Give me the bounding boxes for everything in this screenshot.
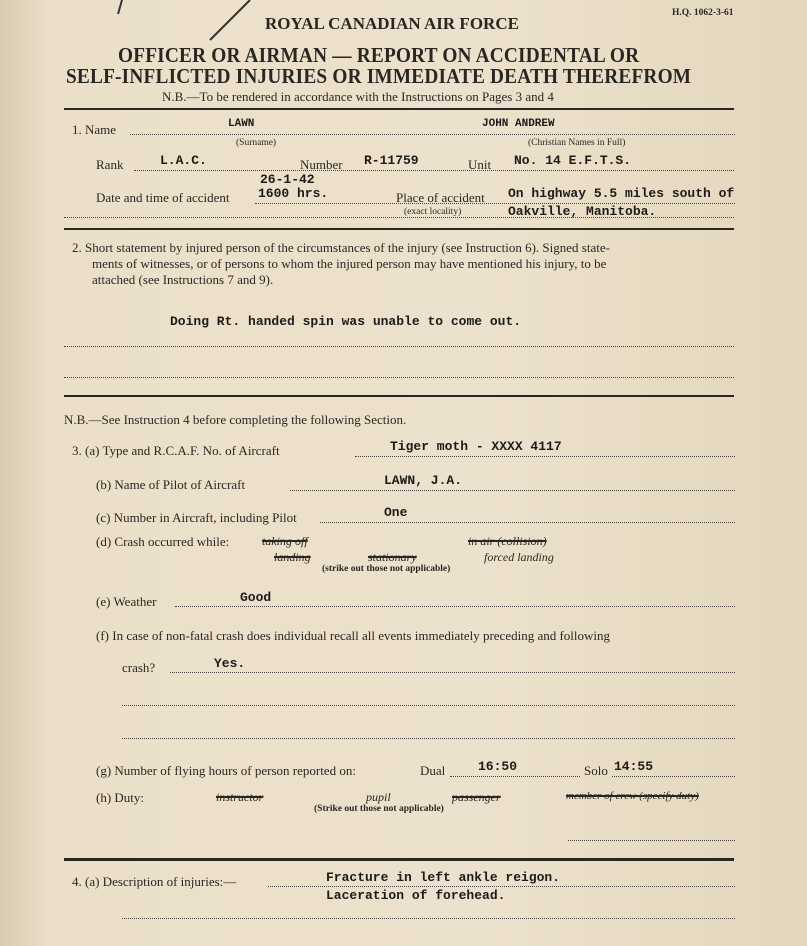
section-2-text-1: 2. Short statement by injured person of the circumstances of the injury (see Instruction 6). Signed state- — [72, 240, 610, 255]
strike-out-caption: (strike out those not applicable) — [322, 564, 451, 574]
crash-label: crash? — [122, 660, 156, 675]
aircraft-type-value: Tiger moth - XXXX 4117 — [390, 439, 562, 454]
christian-names-value: JOHN ANDREW — [482, 118, 555, 130]
section-3-note: N.B.—See Instruction 4 before completing the following Section. — [64, 412, 407, 427]
rank-label: Rank — [96, 157, 124, 172]
duty-passenger: passenger — [452, 790, 501, 804]
pilot-name-label: (b) Name of Pilot of Aircraft — [96, 477, 246, 492]
service-number-value: R-11759 — [364, 153, 419, 168]
option-forced-landing: forced landing — [484, 550, 554, 564]
accident-time-value: 1600 hrs. — [258, 186, 329, 201]
accident-date-value: 26-1-42 — [260, 172, 315, 187]
option-in-air: in air (collision) — [468, 534, 547, 548]
surname-caption: (Surname) — [236, 138, 277, 148]
place-value-line2: Oakville, Manitoba. — [508, 204, 657, 219]
rank-value: L.A.C. — [160, 153, 207, 168]
dual-hours-value: 16:50 — [478, 759, 518, 774]
surname-value: LAWN — [228, 118, 255, 130]
form-title-2: SELF-INFLICTED INJURIES OR IMMEDIATE DEATH THEREFROM — [66, 64, 692, 88]
duty-pupil: pupil — [366, 790, 391, 804]
solo-label: Solo — [584, 763, 608, 778]
number-label: Number — [300, 157, 343, 172]
number-in-aircraft-label: (c) Number in Aircraft, including Pilot — [96, 510, 297, 525]
option-landing: landing — [274, 550, 311, 564]
injuries-label: 4. (a) Description of injuries:— — [72, 874, 237, 889]
dual-label: Dual — [420, 763, 446, 778]
duty-crew: member of crew (specify duty) — [566, 790, 699, 802]
unit-value: No. 14 E.F.T.S. — [514, 153, 632, 168]
instructions-note: N.B.—To be rendered in accordance with the Instructions on Pages 3 and 4 — [162, 89, 554, 104]
option-taking-off: taking off — [262, 534, 308, 548]
section-2-text-2: ments of witnesses, or of persons to whom the injured person may have mentioned his injury, to be — [92, 256, 607, 271]
pilot-name-value: LAWN, J.A. — [384, 473, 463, 488]
injury-description-1: Fracture in left ankle reigon. — [326, 870, 561, 885]
duty-instructor: instructor — [216, 790, 264, 804]
recall-question: (f) In case of non-fatal crash does individual recall all events immediately preceding and following — [96, 628, 611, 643]
injury-statement-value: Doing Rt. handed spin was unable to come out. — [170, 314, 522, 329]
name-label: Name — [85, 122, 117, 137]
section-1-number: 1. — [72, 122, 82, 137]
place-caption: (exact locality) — [404, 207, 462, 217]
option-stationary: stationary — [368, 550, 417, 564]
flying-hours-label: (g) Number of flying hours of person reported on: — [96, 763, 356, 778]
weather-value: Good — [240, 590, 272, 605]
number-in-aircraft-value: One — [384, 505, 408, 520]
form-title-1: OFFICER OR AIRMAN — REPORT ON ACCIDENTAL OR — [118, 43, 640, 67]
solo-hours-value: 14:55 — [614, 759, 654, 774]
place-value-line1: On highway 5.5 miles south of — [508, 186, 735, 201]
aircraft-type-label: 3. (a) Type and R.C.A.F. No. of Aircraft — [72, 443, 280, 458]
unit-label: Unit — [468, 157, 492, 172]
crash-occurred-label: (d) Crash occurred while: — [96, 534, 230, 549]
duty-strike-caption: (Strike out those not applicable) — [314, 804, 444, 814]
place-label: Place of accident — [396, 190, 485, 205]
org-title: ROYAL CANADIAN AIR FORCE — [265, 14, 519, 33]
duty-label: (h) Duty: — [96, 790, 145, 805]
weather-label: (e) Weather — [96, 594, 157, 609]
form-number: H.Q. 1062-3-61 — [672, 8, 734, 18]
section-2-text-3: attached (see Instructions 7 and 9). — [92, 272, 274, 287]
injury-description-2: Laceration of forehead. — [326, 888, 506, 903]
christian-caption: (Christian Names in Full) — [528, 138, 626, 148]
recall-value: Yes. — [214, 656, 246, 671]
datetime-label: Date and time of accident — [96, 190, 230, 205]
